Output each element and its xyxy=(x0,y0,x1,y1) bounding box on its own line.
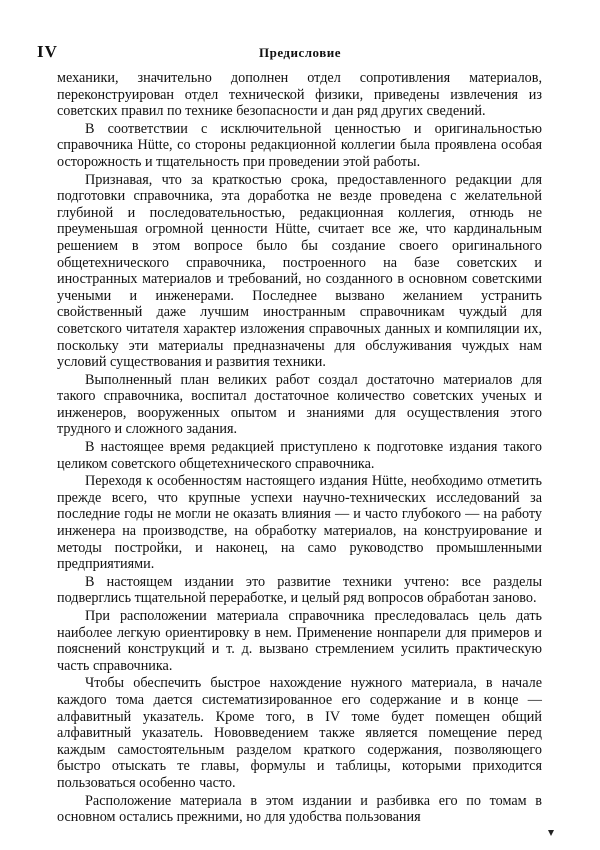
paragraph: Выполненный план великих работ создал достаточно материалов для такого справочника, воспитал достаточное количество советских ученых и инженеров, вооруженных опытом и знаниями для осуществления этого трудного и сложного задания. xyxy=(57,371,542,438)
page-number: IV xyxy=(37,42,58,61)
paragraph: Расположение материала в этом издании и разбивка его по томам в основном остались прежними, но для удобства пользования xyxy=(57,792,542,826)
paragraph: В соответствии с исключительной ценностью и оригинальностью справочника Hütte, со стороны редакционной коллегии была проявлена особая осторожность и тщательность при проведении этой работы. xyxy=(57,120,542,170)
paragraph: При расположении материала справочника преследовалась цель дать наиболее легкую ориентировку в нем. Применение нонпарели для примеров и пояснений конструкций и т. д. вызвано стремлением усилить практическую часть справочника. xyxy=(57,608,542,674)
print-mark-icon xyxy=(548,830,554,836)
paragraph: В настоящем издании это развитие техники учтено: все разделы подверглись тщательной переработке, и целый ряд вопросов обработан заново. xyxy=(57,573,542,607)
paragraph: Переходя к особенностям настоящего издания Hütte, необходимо отметить прежде всего, что крупные успехи научно-технических исследований за последние годы не могли не оказать влияния — и часто глубокого — на работу инженера на производстве, на обработку материалов, на конструирование и методы постройки, и наконец, на само руководство промышленными предприятиями. xyxy=(57,473,542,573)
paragraph: Чтобы обеспечить быстрое нахождение нужного материала, в начале каждого тома дается систематизированное его содержание и в конце — алфавитный указатель. Кроме того, в IV томе будет помещен общий алфавитный указатель. Нововведением также является помещение перед каждым самостоятельным разделом краткого содержания, позволяющего быстро отыскать те главы, формулы и таблицы, которыми приходится пользоваться особенно часто. xyxy=(57,675,542,791)
running-title: Предисловие xyxy=(258,45,342,60)
paragraph: Признавая, что за краткостью срока, предоставленного редакции для подготовки справочника, эта доработка не везде проведена с желательной глубиной и последовательностью, редакционная коллегия, отнюдь не преуменьшая огромной ценности Hütte, считает все же, что кардинальным решением в этом вопросе было бы создание своего оригинального общетехнического справочника, построенного на базе советских и иностранных материалов и требований, но созданного в основном советскими учеными и инженерами. Последнее вызвано желанием устранить свойственный даже лучшим иностранным справочникам чуждый для советского читателя характер изложения справочных данных и компиляции их, поскольку эти материалы предназначены для обслуживания чуждых нам условий существования и развития техники. xyxy=(57,171,542,371)
paragraph-continuation: механики, значительно дополнен отдел сопротивления материалов, переконструирован отдел технической физики, приведены извлечения из советских правил по технике безопасности и дан ряд других сведений. xyxy=(57,70,542,120)
body-text xyxy=(57,70,542,826)
paragraph: В настоящее время редакцией приступлено к подготовке издания такого целиком советского общетехнического справочника. xyxy=(57,439,542,472)
